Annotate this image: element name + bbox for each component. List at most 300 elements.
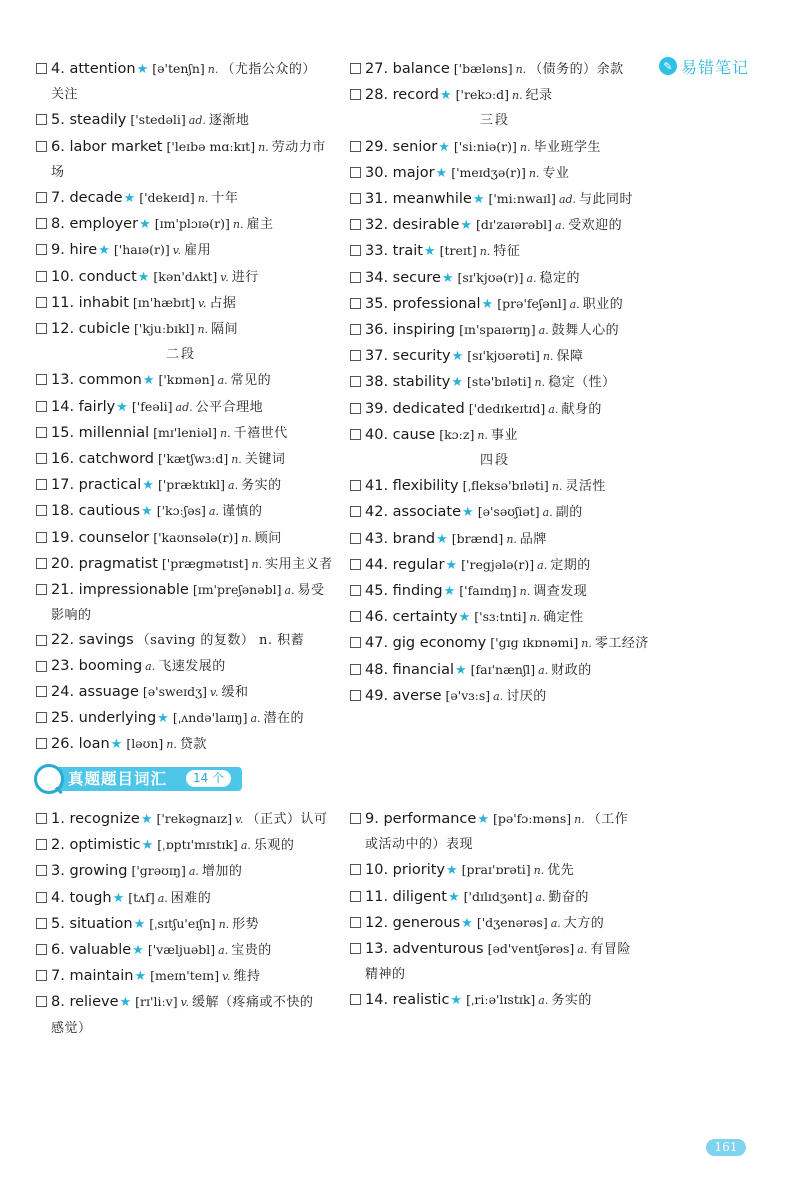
entry-pos: n. (542, 350, 554, 364)
checkbox[interactable] (36, 63, 47, 74)
entry-phonetic: [ə'tenʃn] (152, 61, 205, 76)
vocab-entry (36, 211, 326, 237)
checkbox[interactable] (36, 635, 47, 646)
entry-word: 9. performance (365, 811, 477, 827)
paragraph-heading: 三段 (479, 113, 510, 129)
entry-phonetic: [brænd] (451, 530, 504, 546)
star-icon: ★ (451, 375, 464, 391)
entry-word: 36. inspiring (365, 322, 456, 339)
entry-pos: n. (529, 611, 541, 625)
entry-word: 6. valuable (51, 942, 132, 959)
star-icon: ★ (423, 244, 436, 260)
star-icon: ★ (123, 191, 136, 207)
entry-meaning: 稳定的 (539, 270, 581, 286)
vocab-entry (350, 630, 649, 656)
entry-meaning: 缓解（疼痛或不快的感觉） (51, 995, 314, 1036)
entry-word: 44. regular (365, 556, 445, 573)
entry-meaning: 增加的 (201, 864, 243, 880)
checkbox[interactable] (36, 532, 47, 543)
entry-phonetic: ['leɪbə mɑːkɪt] (166, 138, 256, 154)
checkbox[interactable] (350, 141, 361, 152)
entry-meaning: 谨慎的 (221, 504, 263, 520)
entry-phonetic: [tʌf] (128, 889, 155, 905)
entry-meaning: 困难的 (170, 890, 212, 906)
entry-phonetic: ['stedəli] (130, 112, 186, 128)
vocab-entry (350, 578, 640, 604)
checkbox[interactable] (350, 611, 361, 622)
entry-phonetic: ['kætʃwɜːd] (158, 451, 229, 467)
entry-phonetic: [ə'səʊʃiət] (477, 504, 540, 520)
entry-meaning: 调查发现 (533, 584, 588, 600)
vocab-entry (36, 937, 326, 963)
entry-pos: n. (534, 376, 546, 390)
star-icon: ★ (435, 165, 448, 181)
entry-meaning: （saving 的复数） n. 积蓄 (136, 633, 305, 649)
entry-phonetic: ['dedɪkeɪtɪd] (468, 400, 546, 416)
entry-phonetic: [meɪn'teɪn] (150, 968, 220, 984)
checkbox[interactable] (350, 219, 361, 230)
checkbox[interactable] (36, 813, 47, 824)
entry-phonetic: ['rekɔːd] (455, 87, 510, 103)
vocab-entry (36, 654, 326, 679)
entry-phonetic: [ɪm'plɔɪə(r)] (154, 216, 230, 232)
entry-meaning: 常见的 (230, 373, 272, 389)
entry-pos: a. (542, 506, 553, 520)
checkbox[interactable] (36, 944, 47, 955)
vocab-entry (36, 498, 326, 524)
entry-word: 12. generous (365, 914, 461, 931)
star-icon: ★ (454, 662, 467, 678)
entry-meaning: 顾问 (254, 530, 282, 546)
star-icon: ★ (477, 812, 489, 827)
entry-pos: a. (493, 689, 504, 703)
entry-pos: a. (577, 943, 588, 957)
entry-pos: v. (220, 270, 229, 284)
entry-meaning: 保障 (556, 349, 584, 365)
entry-meaning: 定期的 (550, 557, 591, 573)
entry-pos: n. (477, 428, 488, 442)
vocab-entry (36, 264, 326, 290)
checkbox[interactable] (36, 918, 47, 929)
vocab-entry (36, 367, 326, 393)
entry-meaning: 灵活性 (565, 479, 606, 495)
entry-word: 49. averse (365, 687, 442, 704)
entry-meaning: 零工经济 (594, 636, 649, 652)
entry-word: 1. recognize (51, 811, 140, 827)
vocab-entry (36, 525, 326, 551)
entry-phonetic: [ˌriːə'lɪstɪk] (466, 992, 536, 1008)
vocab-entry (350, 343, 640, 369)
star-icon: ★ (436, 531, 448, 547)
entry-meaning: （债务的）余款 (529, 62, 624, 77)
entry-meaning: 毕业班学生 (533, 139, 601, 155)
entry-phonetic: ['siːniə(r)] (453, 138, 517, 154)
entry-pos: n. (479, 245, 491, 259)
entry-phonetic: ['væljuəbl] (147, 942, 216, 958)
entry-pos: n. (574, 813, 585, 826)
entry-meaning: 雇用 (184, 243, 212, 259)
entry-word: 11. inhabit (51, 294, 129, 311)
entry-meaning: 勤奋的 (548, 889, 589, 905)
entry-word: 7. decade (51, 190, 123, 207)
exam-vocab-list-left (36, 806, 326, 1041)
vocab-entry (350, 604, 640, 630)
entry-meaning: 受欢迎的 (568, 218, 623, 234)
vocab-entry (36, 832, 326, 858)
vocab-entry (36, 420, 326, 446)
star-icon: ★ (447, 889, 460, 905)
entry-meaning: 特征 (493, 244, 521, 260)
entry-pos: a. (188, 865, 199, 879)
checkbox[interactable] (36, 996, 47, 1007)
entry-phonetic: ['kaʊnsələ(r)] (153, 529, 239, 545)
vocab-entry (36, 705, 326, 731)
entry-phonetic: [ə'vɜːs] (445, 687, 491, 703)
entry-meaning: 职业的 (582, 296, 624, 312)
checkbox[interactable] (350, 403, 361, 414)
entry-pos: n. (197, 323, 209, 337)
entry-phonetic: ['rekəgnaɪz] (156, 811, 233, 826)
checkbox[interactable] (350, 585, 361, 596)
checkbox[interactable] (36, 192, 47, 203)
entry-pos: a. (569, 297, 580, 311)
star-icon: ★ (157, 711, 169, 727)
star-icon: ★ (445, 557, 458, 573)
vocab-entry (350, 186, 640, 212)
checkbox[interactable] (36, 970, 47, 981)
entry-pos: n. (220, 426, 231, 440)
star-icon: ★ (462, 505, 474, 521)
entry-pos: v. (222, 970, 231, 984)
entry-phonetic: ['kjuːbɪkl] (134, 321, 195, 337)
vocab-entry (350, 987, 640, 1013)
checkbox[interactable] (36, 892, 47, 903)
checkbox[interactable] (350, 429, 361, 440)
checkbox[interactable] (36, 865, 47, 876)
section-count-badge: 14 个 (186, 770, 231, 787)
vocab-entry (350, 857, 640, 883)
entry-pos: n. (207, 63, 219, 76)
checkbox[interactable] (36, 686, 47, 697)
checkbox[interactable] (350, 89, 361, 100)
checkbox[interactable] (36, 839, 47, 850)
checkbox[interactable] (350, 637, 361, 648)
entry-word: 8. employer (51, 216, 139, 233)
vocab-entry (36, 316, 326, 342)
entry-phonetic: ['grəʊɪŋ] (131, 863, 186, 879)
entry-phonetic: [mɪ'leniəl] (153, 424, 218, 440)
star-icon: ★ (98, 243, 110, 259)
entry-word: 42. associate (365, 504, 462, 521)
entry-pos: a. (208, 505, 219, 519)
entry-phonetic: ['prægmətɪst] (161, 555, 249, 571)
entry-meaning: 贷款 (179, 737, 207, 753)
entry-meaning: 优先 (547, 863, 575, 879)
entry-pos: v. (235, 813, 244, 826)
exam-vocab-list-right (350, 806, 640, 1014)
star-icon: ★ (140, 812, 153, 827)
vocab-entry (350, 884, 640, 910)
checkbox[interactable] (350, 943, 361, 954)
entry-word: 29. senior (365, 138, 438, 155)
checkbox[interactable] (36, 271, 47, 282)
vocab-entry (36, 858, 326, 884)
checkbox[interactable] (36, 453, 47, 464)
vocab-entry (350, 473, 640, 499)
entry-meaning: 事业 (490, 427, 518, 443)
entry-word: 10. conduct (51, 268, 137, 285)
entry-meaning: 鼓舞人心的 (551, 323, 620, 339)
star-icon: ★ (440, 88, 452, 104)
checkbox[interactable] (350, 298, 361, 309)
entry-meaning: 纪录 (525, 88, 553, 104)
entry-phonetic: [ˌɒptɪ'mɪstɪk] (157, 837, 238, 853)
entry-phonetic: ['feəli] (131, 398, 173, 414)
checkbox[interactable] (36, 218, 47, 229)
vocab-entry (36, 472, 326, 498)
entry-meaning: 十年 (211, 191, 239, 207)
entry-phonetic: [sɪ'kjʊərəti] (467, 348, 540, 364)
entry-word: 34. secure (365, 269, 441, 286)
star-icon: ★ (438, 139, 450, 155)
entry-phonetic: ['faɪndɪŋ] (459, 583, 517, 599)
entry-pos: n. (506, 532, 517, 546)
entry-phonetic: [sɪ'kjʊə(r)] (457, 269, 524, 285)
checkbox[interactable] (350, 480, 361, 491)
checkbox[interactable] (350, 167, 361, 178)
star-icon: ★ (133, 916, 146, 932)
checkbox[interactable] (350, 533, 361, 544)
entry-word: 27. balance (365, 61, 450, 77)
vocab-entry (350, 82, 640, 108)
entry-meaning: 千禧世代 (233, 425, 288, 441)
entry-pos: n. (551, 480, 563, 494)
entry-pos: n. (231, 453, 242, 467)
entry-phonetic: ['meɪdʒə(r)] (451, 164, 526, 180)
entry-word: 10. priority (365, 862, 445, 879)
checkbox[interactable] (36, 584, 47, 595)
entry-phonetic: ['kɔːʃəs] (156, 503, 206, 519)
entry-phonetic: [praɪ'ɒrəti] (461, 862, 531, 878)
paragraph-heading: 四段 (479, 453, 510, 469)
checkbox[interactable] (36, 114, 47, 125)
entry-meaning: 关键词 (244, 452, 286, 468)
entry-meaning: （工作或活动中的）表现 (365, 812, 629, 853)
checkbox[interactable] (350, 690, 361, 701)
entry-phonetic: [pə'fɔːməns] (492, 811, 572, 826)
vocab-list-left (36, 56, 333, 757)
vocab-entry (350, 806, 640, 857)
entry-pos: n. (581, 637, 592, 651)
star-icon: ★ (450, 993, 463, 1009)
vocab-entry (36, 56, 326, 107)
entry-word: 28. record (365, 87, 439, 104)
checkbox[interactable] (36, 401, 47, 412)
entry-phonetic: ['gɪg ɪkɒnəmi] (490, 635, 579, 651)
entry-phonetic: ['kɒmən] (158, 372, 215, 388)
entry-word: 3. growing (51, 863, 128, 880)
entry-word: 45. finding (365, 583, 443, 600)
checkbox[interactable] (36, 661, 47, 672)
vocab-entry (350, 265, 640, 291)
entry-meaning: 专业 (542, 165, 570, 181)
entry-phonetic: [prə'feʃənl] (497, 295, 567, 311)
checkbox[interactable] (350, 63, 361, 74)
entry-pos: ad. (175, 400, 193, 414)
entry-pos: n. (528, 166, 540, 180)
entry-pos: n. (533, 864, 545, 878)
entry-word: 17. practical (51, 477, 142, 494)
entry-pos: v. (180, 996, 189, 1010)
checkbox[interactable] (350, 891, 361, 902)
entry-meaning: 讨厌的 (506, 688, 547, 704)
checkbox[interactable] (350, 664, 361, 675)
entry-word: 37. security (365, 348, 451, 365)
entry-pos: a. (548, 402, 559, 416)
vocab-entry (36, 963, 326, 989)
vocab-entry (350, 369, 640, 395)
entry-meaning: 务实的 (241, 478, 282, 494)
entry-pos: v. (172, 244, 182, 258)
entry-pos: n. (241, 531, 252, 545)
vocab-entry (36, 446, 326, 472)
entry-meaning: （正式）认可 (246, 812, 328, 827)
entry-meaning: 易受影响的 (51, 583, 325, 624)
star-icon: ★ (458, 610, 471, 626)
checkbox[interactable] (36, 141, 47, 152)
checkbox[interactable] (36, 374, 47, 385)
star-icon: ★ (461, 915, 473, 931)
vocab-list-right (350, 56, 649, 709)
checkbox[interactable] (36, 505, 47, 516)
entry-word: 11. diligent (365, 888, 447, 905)
star-icon: ★ (446, 863, 458, 879)
vocab-entry (36, 679, 326, 705)
entry-pos: v. (197, 296, 207, 310)
checkbox[interactable] (350, 813, 361, 824)
vocab-entry (36, 806, 326, 832)
checkbox[interactable] (350, 917, 361, 928)
vocab-entry (350, 552, 640, 578)
entry-pos: a. (145, 659, 156, 673)
entry-meaning: 财政的 (551, 662, 592, 678)
checkbox[interactable] (36, 738, 47, 749)
checkbox[interactable] (350, 864, 361, 875)
entry-pos: a. (228, 479, 239, 493)
section-title: 真题题目词汇 (68, 770, 168, 788)
entry-pos: a. (538, 324, 549, 338)
entry-phonetic: ['miːnwaɪl] (488, 191, 556, 207)
vocab-entry (350, 657, 640, 683)
star-icon: ★ (441, 270, 454, 286)
checkbox[interactable] (36, 479, 47, 490)
vocab-entry (350, 936, 640, 987)
vocab-entry (36, 911, 326, 937)
entry-word: 14. fairly (51, 398, 116, 415)
entry-word: 20. pragmatist (51, 555, 158, 572)
checkbox[interactable] (36, 323, 47, 334)
vocab-entry (36, 577, 326, 628)
entry-pos: n. (519, 585, 531, 599)
checkbox[interactable] (350, 245, 361, 256)
checkbox[interactable] (350, 994, 361, 1005)
star-icon: ★ (112, 890, 125, 906)
entry-pos: n. (512, 89, 523, 103)
checkbox[interactable] (36, 427, 47, 438)
entry-word: 5. steadily (51, 112, 127, 129)
entry-phonetic: [dɪ'zaɪərəbl] (476, 217, 553, 233)
entry-meaning: 逐渐地 (208, 113, 250, 129)
vocab-entry (350, 683, 640, 709)
entry-phonetic: ['regjələ(r)] (461, 556, 535, 572)
entry-phonetic: [ɪn'spaɪərɪŋ] (459, 322, 536, 338)
star-icon: ★ (481, 296, 494, 312)
entry-word: 26. loan (51, 736, 110, 753)
entry-phonetic: ['dekeɪd] (139, 190, 195, 206)
entry-pos: ad. (558, 193, 577, 207)
vocab-entry (36, 290, 326, 316)
star-icon: ★ (116, 399, 128, 415)
checkbox[interactable] (350, 376, 361, 387)
note-badge-text: 易错笔记 (681, 57, 750, 77)
entry-pos: a. (535, 890, 546, 904)
star-icon: ★ (137, 269, 150, 285)
star-icon: ★ (451, 349, 464, 365)
checkbox[interactable] (350, 506, 361, 517)
entry-phonetic: [ɪm'preʃənəbl] (192, 582, 282, 598)
checkbox[interactable] (350, 272, 361, 283)
vocab-entry (36, 885, 326, 911)
vocab-entry (350, 212, 640, 238)
vocab-entry (350, 134, 640, 160)
entry-phonetic: ['præktɪkl] (157, 477, 226, 493)
entry-meaning: 乐观的 (253, 838, 295, 854)
vocab-entry (36, 394, 326, 420)
entry-meaning: 献身的 (561, 401, 602, 417)
entry-phonetic: [ˌʌndə'laɪɪŋ] (172, 710, 248, 726)
checkbox[interactable] (36, 244, 47, 255)
entry-word: 31. meanwhile (365, 191, 472, 208)
entry-meaning: 稳定（性） (548, 375, 616, 391)
checkbox[interactable] (350, 350, 361, 361)
checkbox[interactable] (36, 712, 47, 723)
checkbox[interactable] (36, 558, 47, 569)
entry-word: 48. financial (365, 661, 454, 678)
entry-word: 30. major (365, 164, 435, 181)
entry-word: 47. gig economy (365, 635, 487, 652)
checkbox[interactable] (350, 559, 361, 570)
checkbox[interactable] (350, 193, 361, 204)
entry-word: 33. trait (365, 243, 423, 260)
vocab-entry (350, 910, 640, 936)
entry-word: 13. adventurous (365, 941, 484, 958)
entry-meaning: 维持 (233, 969, 261, 985)
section-banner (34, 764, 244, 794)
entry-meaning: 形势 (232, 916, 260, 932)
entry-word: 5. situation (51, 915, 133, 932)
entry-meaning: 务实的 (551, 993, 592, 1009)
entry-phonetic: [əd'ventʃərəs] (487, 941, 575, 957)
checkbox[interactable] (36, 297, 47, 308)
entry-word: 8. relieve (51, 994, 119, 1011)
entry-word: 40. cause (365, 426, 436, 443)
entry-meaning: 进行 (231, 269, 259, 285)
entry-pos: n. (218, 917, 230, 931)
entry-pos: n. (166, 738, 177, 752)
checkbox[interactable] (350, 324, 361, 335)
entry-word: 16. catchword (51, 451, 155, 468)
entry-word: 35. professional (365, 295, 481, 312)
